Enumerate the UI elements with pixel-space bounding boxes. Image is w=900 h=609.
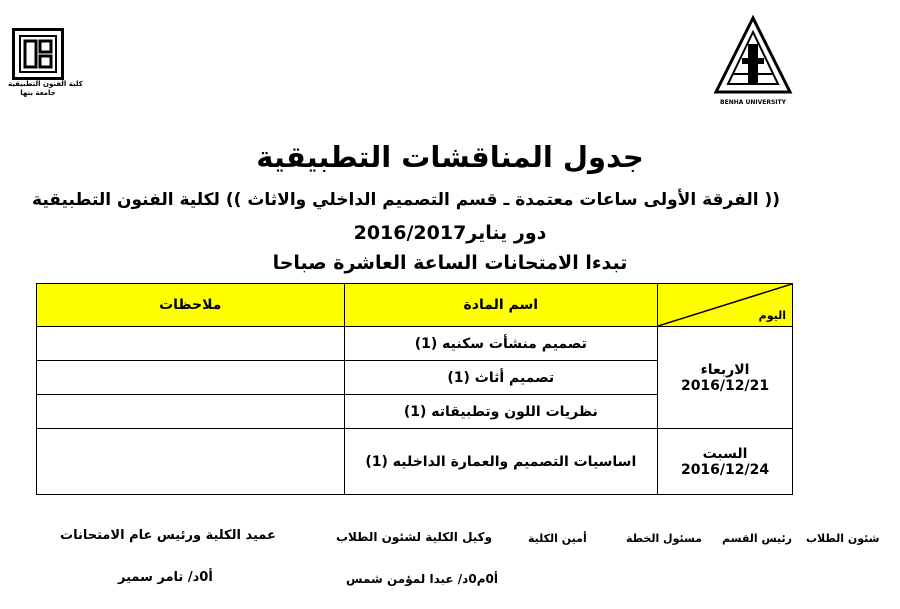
dean-name: أ0د/ تامر سمير	[118, 570, 213, 585]
sig-dept-head: رئيس القسم	[722, 532, 792, 545]
day-name: الاربعاء	[700, 361, 750, 378]
university-logo	[712, 14, 794, 106]
sig-students-affairs: شئون الطلاب	[806, 532, 880, 545]
sig-dean: عميد الكلية ورئيس عام الامتحانات	[60, 528, 276, 543]
notes-cell	[37, 429, 345, 495]
page-title: جدول المناقشات التطبيقية	[256, 140, 644, 174]
faculty-logo-caption-1: كلية الفنون التطبيقية	[8, 80, 83, 88]
exam-session: دور يناير2016/2017	[353, 222, 547, 244]
notes-cell	[37, 327, 345, 361]
schedule-table	[36, 283, 793, 495]
header-day	[658, 284, 793, 327]
vice-dean-name: أ0م0د/ عبدا لمؤمن شمس	[346, 572, 498, 586]
header-day-label: اليوم	[758, 309, 786, 322]
sig-vice-dean: وكيل الكلية لشئون الطلاب	[336, 530, 493, 544]
notes-cell	[37, 395, 345, 429]
table-row	[37, 327, 793, 361]
subject-cell: نظريات اللون وتطبيقاته (1)	[344, 395, 658, 429]
header-notes: ملاحظات	[37, 284, 345, 327]
subject-cell: تصميم منشأت سكنيه (1)	[344, 327, 658, 361]
notes-cell	[37, 361, 345, 395]
subject-cell: تصميم أثاث (1)	[344, 361, 658, 395]
day-date: 2016/12/21	[680, 377, 770, 394]
day-cell	[658, 429, 793, 495]
faculty-logo-caption-2: جامعة بنها	[20, 89, 56, 97]
university-emblem-icon	[712, 14, 794, 98]
faculty-logo-mark	[12, 28, 64, 80]
day-cell	[658, 327, 793, 429]
table-header-row	[37, 284, 793, 327]
subject-cell: اساسيات التصميم والعمارة الداخليه (1)	[344, 429, 658, 495]
sig-plan-officer: مسئول الخطة	[626, 532, 702, 545]
day-name: السبت	[702, 445, 748, 462]
exam-start-time: تبدءا الامتحانات الساعة العاشرة صباحا	[272, 252, 628, 274]
header-subject: اسم المادة	[344, 284, 658, 327]
page-subtitle: (( الفرقة الأولى ساعات معتمدة ـ قسم التصميم الداخلي والاثاث )) لكلية الفنون التطبيقية	[32, 190, 780, 210]
day-date: 2016/12/24	[680, 461, 770, 478]
university-logo-caption: BENHA UNIVERSITY	[720, 99, 786, 106]
sig-college-secretary: أمين الكلية	[528, 532, 587, 545]
faculty-logo	[8, 28, 83, 98]
table-row	[37, 429, 793, 495]
